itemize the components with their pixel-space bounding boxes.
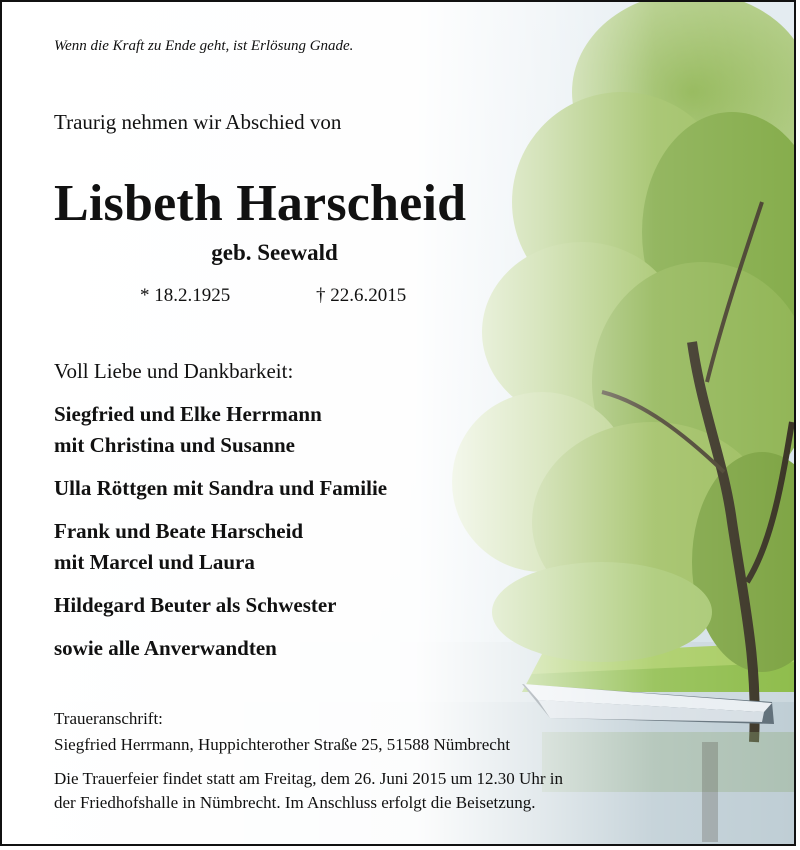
service-line: Die Trauerfeier findet statt am Freitag, dem 26. Juni 2015 um 12.30 Uhr in <box>54 769 563 788</box>
mourners-list <box>54 399 387 676</box>
mourner-group <box>54 473 387 504</box>
mourner-line: Siegfried und Elke Herrmann <box>54 402 322 426</box>
deceased-name: Lisbeth Harscheid <box>54 175 467 232</box>
maiden-name: geb. Seewald <box>211 240 338 265</box>
mourner-group <box>54 516 387 578</box>
mourner-group <box>54 633 387 664</box>
mourners-heading: Voll Liebe und Dankbarkeit: <box>54 359 294 383</box>
mourner-line: mit Christina und Susanne <box>54 433 295 457</box>
mourner-group <box>54 590 387 621</box>
mourner-line: sowie alle Anverwandten <box>54 636 277 660</box>
birth-date: * 18.2.1925 <box>140 285 231 306</box>
motto-quote: Wenn die Kraft zu Ende geht, ist Erlösung Gnade. <box>54 38 354 54</box>
death-date: † 22.6.2015 <box>316 285 407 306</box>
mourner-line: Hildegard Beuter als Schwester <box>54 593 337 617</box>
mourning-address: Siegfried Herrmann, Huppichterother Straße 25, 51588 Nümbrecht <box>54 735 511 754</box>
service-line: der Friedhofshalle in Nümbrecht. Im Anschluss erfolgt die Beisetzung. <box>54 793 536 812</box>
mourner-line: Ulla Röttgen mit Sandra und Familie <box>54 476 388 500</box>
intro-line: Traurig nehmen wir Abschied von <box>54 110 342 134</box>
mourner-line: Frank und Beate Harscheid <box>54 519 304 543</box>
mourner-line: mit Marcel und Laura <box>54 550 255 574</box>
service-announcement <box>54 767 674 815</box>
mourner-group <box>54 399 387 461</box>
address-label: Traueranschrift: <box>54 709 163 728</box>
